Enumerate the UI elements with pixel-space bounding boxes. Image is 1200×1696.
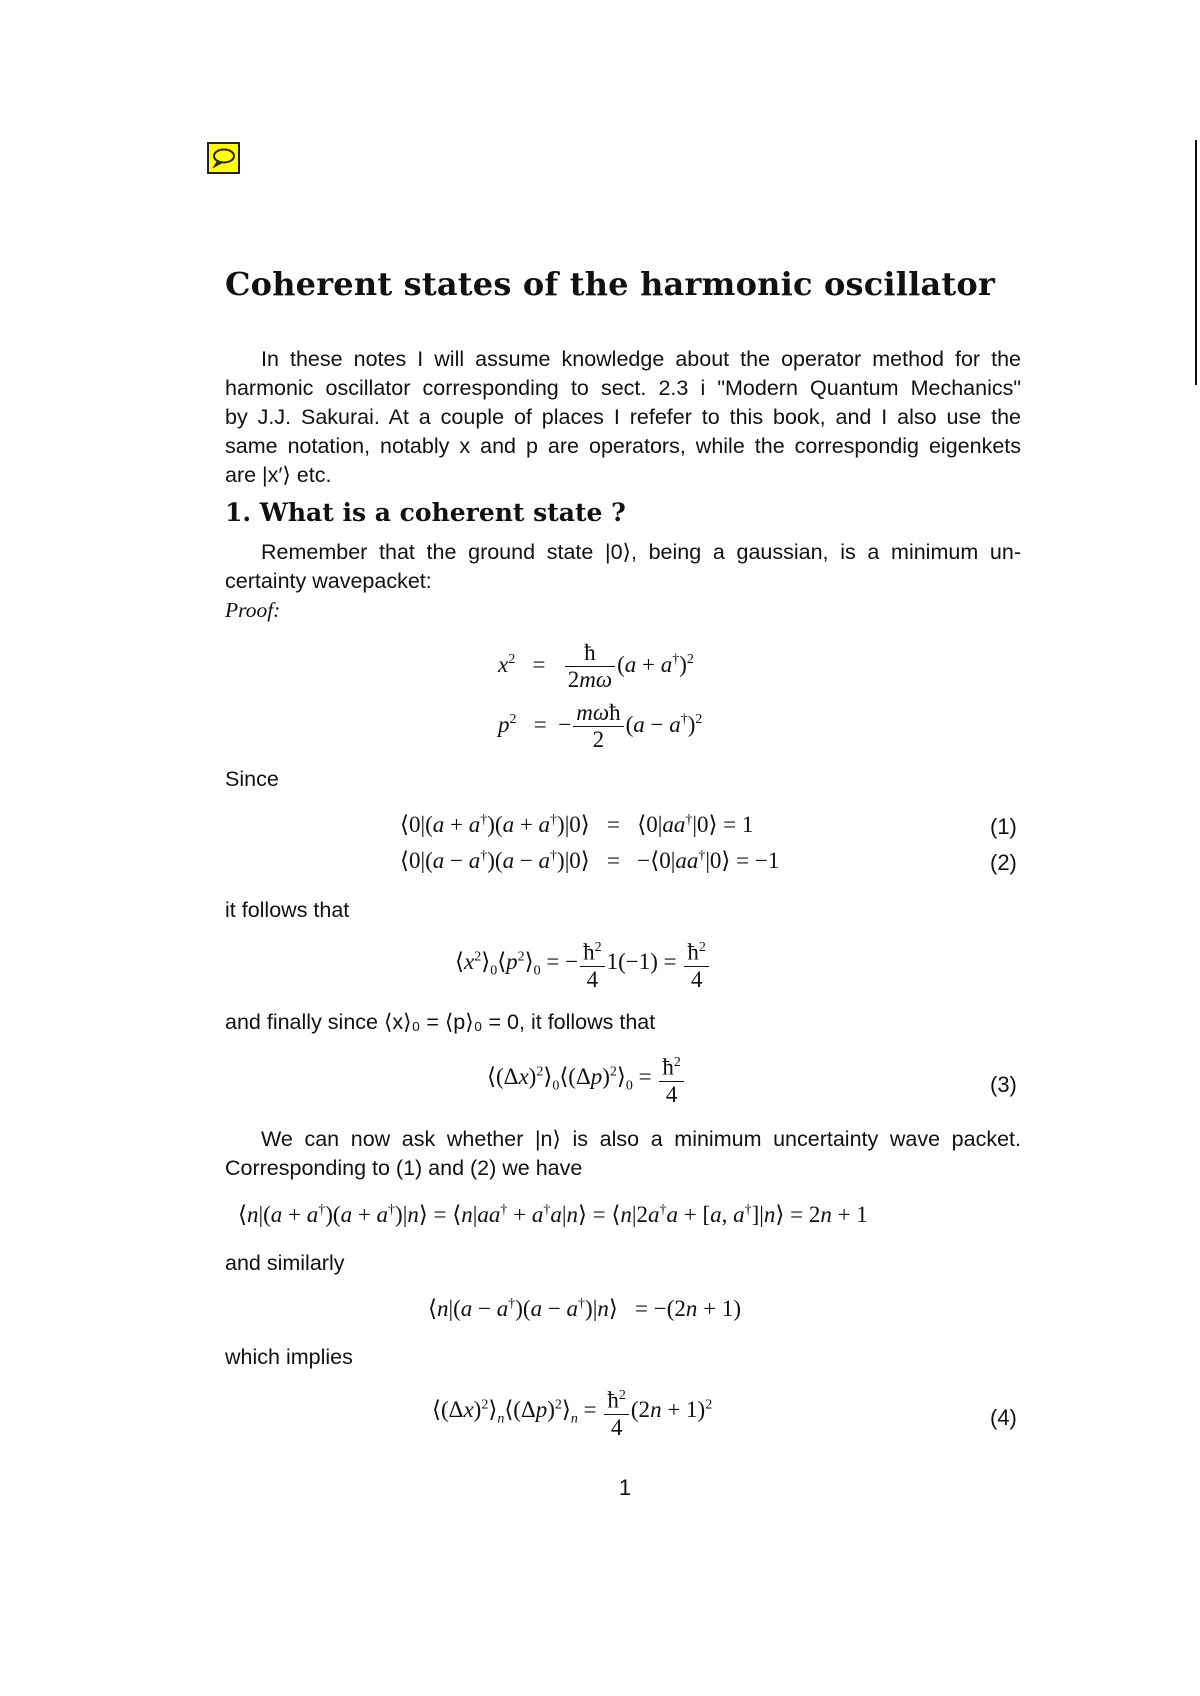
equation-p-squared: $p^2$ = − $\frac{\text{mωħ}}{2}$ $(a - a^\dagger)^2$ — [498, 700, 703, 752]
intro-line: In these notes I will assume knowledge about the operator method for the — [261, 347, 1021, 371]
equation-product-ground: $⟨x^2⟩_0⟨p^2⟩_0$ = − $\frac{ħ^2}{4}$ 1(−1) = $\frac{ħ^2}{4}$ — [455, 935, 711, 993]
finally-label: and finally since ⟨x⟩₀ = ⟨p⟩₀ = 0, it follows that — [225, 1010, 656, 1034]
section-heading: 1. What is a coherent state ? — [225, 498, 626, 527]
equation-2: ⟨0|(a − a†)(a − a†)|0⟩ = −⟨0|aa†|0⟩ = −1 — [400, 848, 780, 873]
similarly-text — [225, 1249, 1021, 1278]
intro-line: by J.J. Sakurai. At a couple of places I refefer to this book, and I also use the — [225, 405, 1021, 429]
equation-number: (2) — [990, 850, 1017, 875]
intro-line: harmonic oscillator corresponding to sect. 2.3 i "Modern Quantum Mechanics" — [225, 376, 1021, 400]
intro-line: are |x′⟩ etc. — [225, 463, 332, 487]
section1-paragraph — [225, 538, 1021, 625]
equation-number: (1) — [990, 814, 1017, 839]
scrollbar-edge — [1195, 140, 1197, 385]
equation-x-squared: $x^2$ = $\frac{ħ}{2m\omega}$ $(a + a^\dagger)^2$ — [498, 640, 694, 692]
it-follows-label: it follows that — [225, 898, 350, 922]
s1-line: Remember that the ground state |0⟩, being a gaussian, is a minimum un- — [261, 540, 1021, 564]
we-can-paragraph — [225, 1125, 1021, 1183]
equation-1: ⟨0|(a + a†)(a + a†)|0⟩ = ⟨0|aa†|0⟩ = 1 — [400, 812, 754, 837]
since-label: Since — [225, 767, 279, 791]
intro-paragraph — [225, 345, 1021, 490]
equation-n-diff: ⟨n|(a − a†)(a − a†)|n⟩ = −(2n + 1) — [428, 1296, 742, 1321]
page-title: Coherent states of the harmonic oscillator — [225, 265, 996, 303]
equation-number: (4) — [990, 1405, 1017, 1430]
comment-annotation-icon[interactable] — [207, 142, 240, 174]
equation-3: $⟨(\Delta x)^2⟩_0⟨(\Delta p)^2⟩_0$ = $\frac{ħ^2}{4}$ — [487, 1050, 686, 1108]
since-text — [225, 765, 1021, 794]
proof-label: Proof: — [225, 598, 281, 622]
implies-label: which implies — [225, 1345, 353, 1369]
similarly-label: and similarly — [225, 1251, 345, 1275]
intro-line: same notation, notably x and p are operators, while the correspondig eigenkets — [225, 434, 1021, 458]
page-number: 1 — [618, 1475, 632, 1500]
equation-4: $⟨(\Delta x)^2⟩_n⟨(\Delta p)^2⟩_n$ = $\frac{ħ^2}{4}$ $(2n + 1)^2$ — [432, 1383, 712, 1441]
finally-text — [225, 1008, 1021, 1037]
we-can-line: Corresponding to (1) and (2) we have — [225, 1156, 583, 1180]
equation-number: (3) — [990, 1072, 1017, 1097]
follows-text — [225, 896, 1021, 925]
s1-line: certainty wavepacket: — [225, 569, 432, 593]
we-can-line: We can now ask whether |n⟩ is also a minimum uncertainty wave packet. — [261, 1127, 1021, 1151]
implies-text — [225, 1343, 1021, 1372]
equation-n-sum: ⟨n|(a + a†)(a + a†)|n⟩ = ⟨n|aa† + a†a|n⟩ = ⟨n|2a†a + [a, a†]|n⟩ = 2n + 1 — [238, 1202, 868, 1227]
